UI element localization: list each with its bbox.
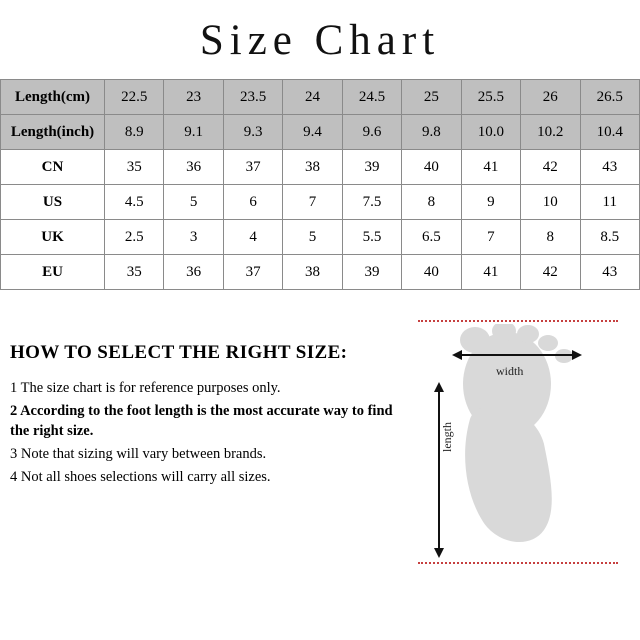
how-to-list — [10, 378, 400, 487]
foot-measure-diagram — [418, 312, 618, 574]
table-cell: 23 — [164, 80, 223, 115]
list-item: 3 Note that sizing will vary between brands. — [10, 446, 267, 462]
table-cell: 37 — [223, 150, 282, 185]
table-cell: 35 — [105, 150, 164, 185]
table-cell: 25 — [402, 80, 461, 115]
table-cell: 10.4 — [580, 115, 640, 150]
table-row — [1, 220, 640, 255]
row-header: EU — [1, 255, 105, 290]
table-cell: 6 — [223, 185, 282, 220]
table-cell: 36 — [164, 150, 223, 185]
table-cell: 11 — [580, 185, 640, 220]
table-row — [1, 185, 640, 220]
table-cell: 38 — [283, 255, 342, 290]
table-cell: 25.5 — [461, 80, 520, 115]
table-cell: 9.8 — [402, 115, 461, 150]
row-header: CN — [1, 150, 105, 185]
table-cell: 43 — [580, 255, 640, 290]
table-cell: 10 — [521, 185, 580, 220]
row-header: Length(cm) — [1, 80, 105, 115]
length-label: length — [440, 422, 454, 452]
lower-section — [0, 312, 640, 582]
list-item: 2 According to the foot length is the most accurate way to find the right size. — [10, 403, 393, 439]
size-chart-body — [1, 80, 640, 290]
table-cell: 40 — [402, 255, 461, 290]
table-cell: 42 — [521, 255, 580, 290]
table-cell: 10.2 — [521, 115, 580, 150]
table-cell: 9 — [461, 185, 520, 220]
table-cell: 7 — [283, 185, 342, 220]
table-cell: 3 — [164, 220, 223, 255]
table-cell: 22.5 — [105, 80, 164, 115]
table-cell: 35 — [105, 255, 164, 290]
table-cell: 10.0 — [461, 115, 520, 150]
table-cell: 5.5 — [342, 220, 401, 255]
table-cell: 7 — [461, 220, 520, 255]
table-cell: 39 — [342, 150, 401, 185]
table-cell: 4.5 — [105, 185, 164, 220]
row-header: Length(inch) — [1, 115, 105, 150]
table-cell: 8.9 — [105, 115, 164, 150]
table-row — [1, 150, 640, 185]
table-cell: 9.1 — [164, 115, 223, 150]
guide-line-top — [418, 320, 618, 322]
table-cell: 8 — [402, 185, 461, 220]
width-arrow-icon — [452, 348, 582, 362]
page-title: Size Chart — [199, 17, 441, 64]
table-row — [1, 80, 640, 115]
table-cell: 41 — [461, 255, 520, 290]
row-header: UK — [1, 220, 105, 255]
table-cell: 8.5 — [580, 220, 640, 255]
list-item: 1 The size chart is for reference purposes only. — [10, 380, 281, 396]
table-cell: 43 — [580, 150, 640, 185]
table-cell: 24.5 — [342, 80, 401, 115]
table-cell: 36 — [164, 255, 223, 290]
table-cell: 26 — [521, 80, 580, 115]
table-cell: 9.3 — [223, 115, 282, 150]
size-chart-table — [0, 79, 640, 290]
table-cell: 39 — [342, 255, 401, 290]
table-cell: 7.5 — [342, 185, 401, 220]
list-item: 4 Not all shoes selections will carry all sizes. — [10, 469, 271, 485]
table-cell: 38 — [283, 150, 342, 185]
table-cell: 5 — [283, 220, 342, 255]
table-cell: 41 — [461, 150, 520, 185]
how-to-select-block — [10, 342, 400, 490]
table-cell: 24 — [283, 80, 342, 115]
row-header: US — [1, 185, 105, 220]
table-row — [1, 255, 640, 290]
table-cell: 23.5 — [223, 80, 282, 115]
how-to-heading: HOW TO SELECT THE RIGHT SIZE: — [10, 342, 348, 363]
table-cell: 4 — [223, 220, 282, 255]
table-cell: 40 — [402, 150, 461, 185]
table-cell: 2.5 — [105, 220, 164, 255]
table-cell: 6.5 — [402, 220, 461, 255]
table-row — [1, 115, 640, 150]
table-cell: 9.6 — [342, 115, 401, 150]
table-cell: 8 — [521, 220, 580, 255]
table-cell: 9.4 — [283, 115, 342, 150]
table-cell: 42 — [521, 150, 580, 185]
table-cell: 5 — [164, 185, 223, 220]
width-label: width — [496, 364, 524, 378]
length-arrow-icon — [432, 382, 446, 558]
table-cell: 37 — [223, 255, 282, 290]
table-cell: 26.5 — [580, 80, 640, 115]
